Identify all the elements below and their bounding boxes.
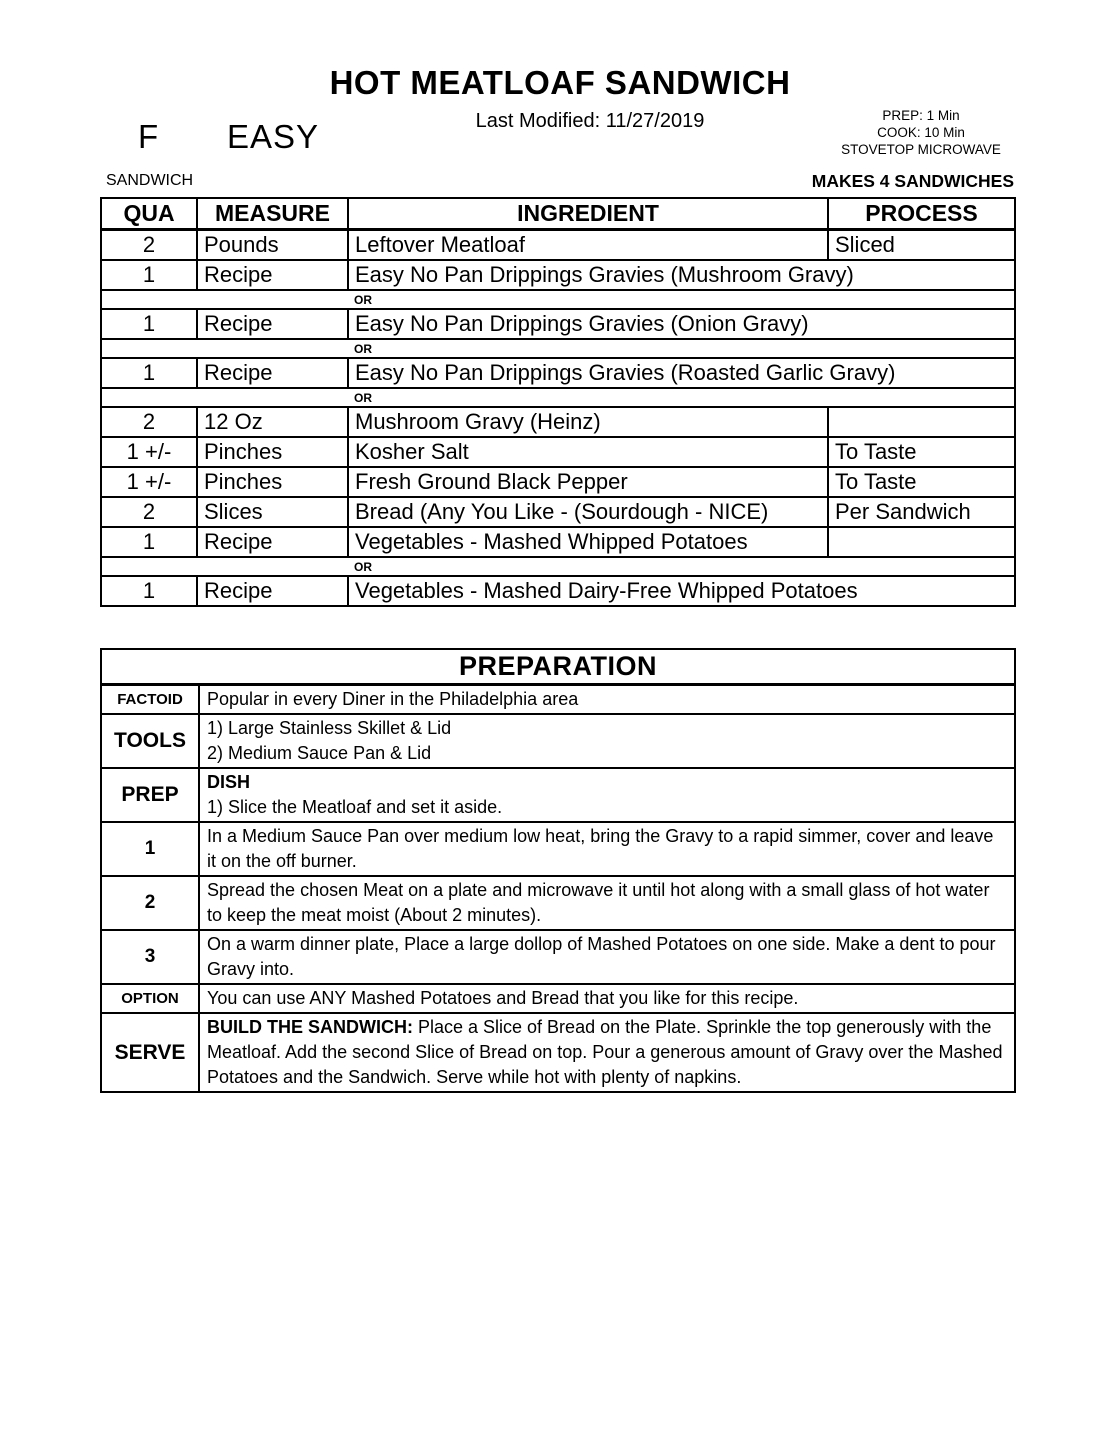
prep-row [101,984,1015,1013]
ingredient-row [101,437,1015,467]
qua-cell: 1 [101,527,197,557]
prep-text: Popular in every Diner in the Philadelphia area [207,689,579,709]
prep-content-cell [199,1013,1015,1092]
last-modified-text: Last Modified: 11/27/2019 [475,110,705,132]
cook-method: STOVETOP MICROWAVE [841,142,1001,157]
measure-cell: Recipe [197,358,348,388]
ingredient-row [101,230,1015,261]
prep-line [207,716,1007,741]
or-cell: OR [101,557,1015,576]
time-info-block [828,107,1014,158]
process-cell: To Taste [828,437,1015,467]
prep-row [101,876,1015,930]
col-header-measure: MEASURE [197,198,348,230]
ingredient-cell: Bread (Any You Like - (Sourdough - NICE) [348,497,828,527]
prep-row [101,822,1015,876]
measure-cell: Slices [197,497,348,527]
ingredient-cell: Easy No Pan Drippings Gravies (Roasted Garlic Gravy) [348,358,1015,388]
prep-text: In a Medium Sauce Pan over medium low heat, bring the Gravy to a rapid simmer, cover and leave it on the off burner. [207,826,994,871]
qua-cell: 1 +/- [101,467,197,497]
prep-bold-text: BUILD THE SANDWICH: [207,1017,413,1037]
or-row [101,557,1015,576]
prep-label-cell: FACTOID [101,685,199,715]
prep-text: You can use ANY Mashed Potatoes and Bread that you like for this recipe. [207,988,799,1008]
process-cell [828,527,1015,557]
ingredient-row [101,260,1015,290]
ingredient-row [101,467,1015,497]
prep-content-cell [199,685,1015,715]
col-header-ingredient: INGREDIENT [348,198,828,230]
measure-cell: Pinches [197,467,348,497]
ingredient-cell: Mushroom Gravy (Heinz) [348,407,828,437]
qua-cell: 1 [101,260,197,290]
prep-line [207,687,1007,712]
prep-line [207,741,1007,766]
prep-content-cell [199,930,1015,984]
measure-cell: Pinches [197,437,348,467]
col-header-qua: QUA [101,198,197,230]
preparation-table [100,648,1016,1093]
ingredient-row [101,497,1015,527]
measure-cell: Pounds [197,230,348,261]
prep-text: 1) Slice the Meatloaf and set it aside. [207,797,503,817]
prep-line [207,986,1007,1011]
ingredients-body [101,230,1015,607]
ingredient-cell: Easy No Pan Drippings Gravies (Mushroom Gravy) [348,260,1015,290]
ingredients-table [100,197,1016,607]
measure-cell: Recipe [197,260,348,290]
ingredient-cell: Fresh Ground Black Pepper [348,467,828,497]
prep-line [207,878,1007,928]
prep-text: Spread the chosen Meat on a plate and microwave it until hot along with a small glass of hot water to keep the meat moist (About 2 minutes). [207,880,990,925]
ingredient-cell: Vegetables - Mashed Whipped Potatoes [348,527,828,557]
category-label: SANDWICH [106,172,194,189]
prep-text: 1) Large Stainless Skillet & Lid [207,718,452,738]
process-cell: To Taste [828,467,1015,497]
ingredient-row [101,576,1015,606]
ingredient-row [101,407,1015,437]
cook-time: COOK: 10 Min [877,125,965,140]
recipe-code: F [138,118,159,155]
qua-cell: 2 [101,407,197,437]
preparation-title-row [101,649,1015,685]
prep-line [207,824,1007,874]
prep-line [207,932,1007,982]
ingredient-cell: Easy No Pan Drippings Gravies (Onion Gravy) [348,309,1015,339]
prep-label-cell: PREP [101,768,199,822]
yield-label: MAKES 4 SANDWICHES [811,171,1014,191]
prep-text: 2) Medium Sauce Pan & Lid [207,743,432,763]
prep-label-cell: 1 [101,822,199,876]
prep-text: Place a Slice of Bread on the Plate. Sprinkle the top generously with the Meatloaf. Add the second Slice of Bread on top. Pour a generous amount of Gravy over the Mashed Potatoes and the Sandwich. Serve while hot with plenty of napkins. [207,1017,1003,1087]
prep-content-cell [199,822,1015,876]
or-cell: OR [101,388,1015,407]
qua-cell: 2 [101,497,197,527]
ingredient-cell: Kosher Salt [348,437,828,467]
qua-cell: 1 [101,576,197,606]
prep-label-cell: SERVE [101,1013,199,1092]
qua-cell: 1 [101,309,197,339]
prep-label-cell: TOOLS [101,714,199,768]
or-cell: OR [101,339,1015,358]
prep-line [207,795,1007,820]
prep-label-cell: 3 [101,930,199,984]
qua-cell: 1 +/- [101,437,197,467]
qua-cell: 1 [101,358,197,388]
prep-label-cell: OPTION [101,984,199,1013]
process-cell: Sliced [828,230,1015,261]
preparation-title: PREPARATION [101,649,1015,685]
or-row [101,339,1015,358]
measure-cell: Recipe [197,527,348,557]
ingredient-cell: Vegetables - Mashed Dairy-Free Whipped Potatoes [348,576,1015,606]
prep-label-cell: 2 [101,876,199,930]
or-row [101,290,1015,309]
ingredient-row [101,358,1015,388]
measure-cell: 12 Oz [197,407,348,437]
prep-row [101,1013,1015,1092]
ingredient-row [101,309,1015,339]
or-cell: OR [101,290,1015,309]
process-cell: Per Sandwich [828,497,1015,527]
preparation-body [101,685,1015,1093]
prep-line [207,770,1007,795]
prep-content-cell [199,876,1015,930]
prep-bold-text: DISH [207,772,251,792]
ingredients-header-row [101,198,1015,230]
ingredient-row [101,527,1015,557]
prep-line [207,1015,1007,1090]
prep-text: On a warm dinner plate, Place a large dollop of Mashed Potatoes on one side. Make a dent to pour Gravy into. [207,934,996,979]
process-cell [828,407,1015,437]
ingredient-cell: Leftover Meatloaf [348,230,828,261]
prep-row [101,685,1015,715]
prep-time: PREP: 1 Min [882,108,960,123]
prep-row [101,768,1015,822]
measure-cell: Recipe [197,309,348,339]
page-title: HOT MEATLOAF SANDWICH [329,64,791,101]
prep-content-cell [199,768,1015,822]
prep-content-cell [199,984,1015,1013]
prep-row [101,714,1015,768]
prep-content-cell [199,714,1015,768]
measure-cell: Recipe [197,576,348,606]
or-row [101,388,1015,407]
prep-row [101,930,1015,984]
qua-cell: 2 [101,230,197,261]
col-header-process: PROCESS [828,198,1015,230]
difficulty-label: EASY [227,118,320,155]
